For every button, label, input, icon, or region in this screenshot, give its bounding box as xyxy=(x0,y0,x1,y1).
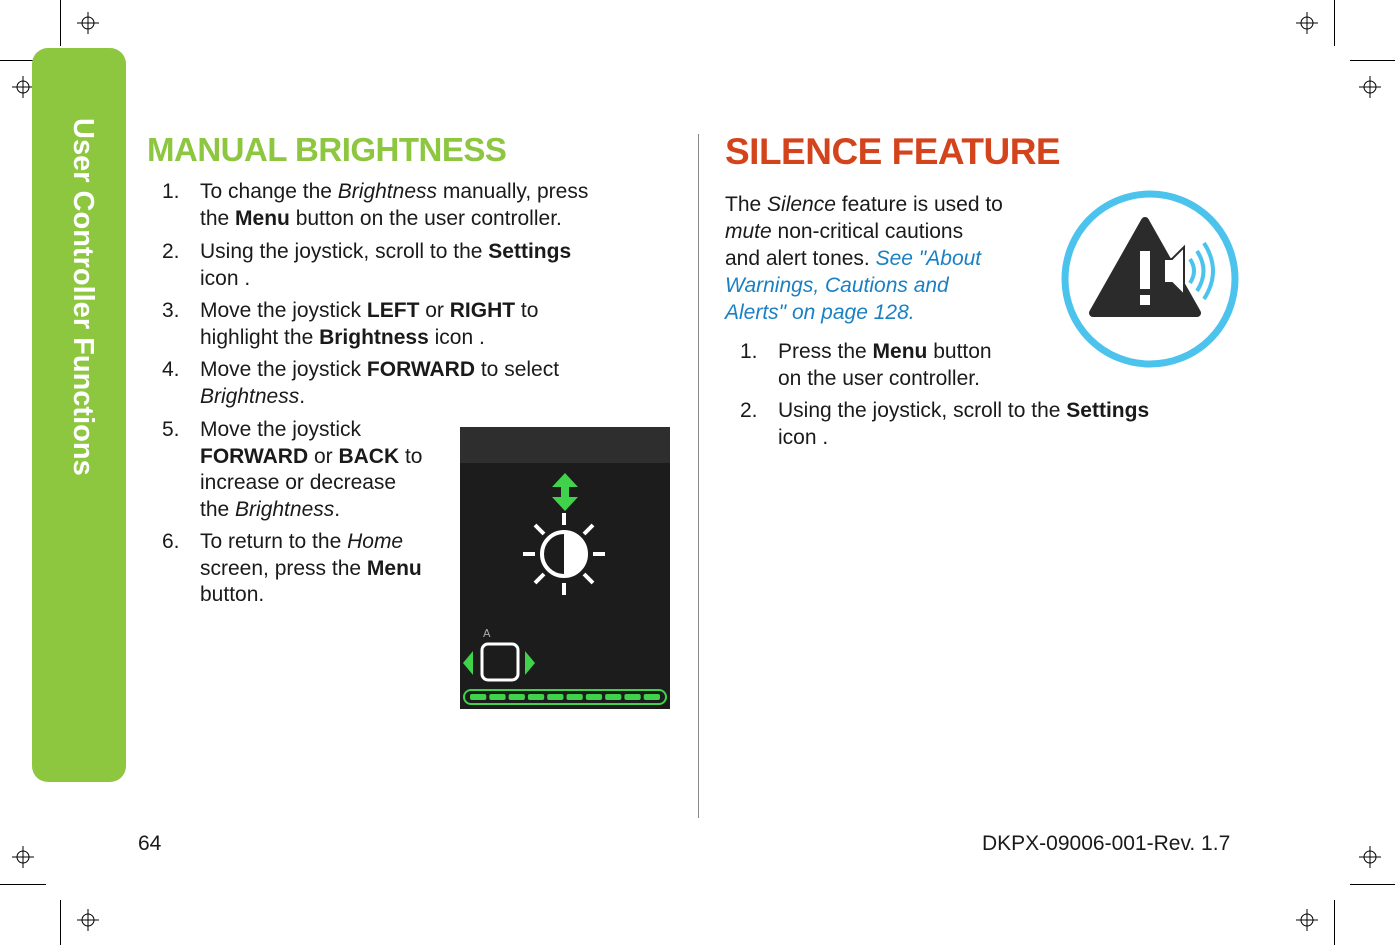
brightness-level-segment xyxy=(586,694,602,700)
step-text: Move the joystick LEFT or RIGHT to highlight the Brightness icon . xyxy=(200,299,539,349)
registration-mark-icon xyxy=(77,12,99,34)
silence-intro-paragraph: The Silence feature is used to mute non-critical cautions and alert tones. See "About Warnings, Cautions and Alerts" on page 128. xyxy=(725,193,1003,324)
step-text: Move the joystick FORWARD to select Brightness. xyxy=(200,358,560,408)
brightness-level-segment xyxy=(489,694,505,700)
registration-mark-icon xyxy=(1296,909,1318,931)
brightness-level-segment xyxy=(547,694,563,700)
registration-mark-icon xyxy=(1296,12,1318,34)
mode-letter: A xyxy=(483,627,491,640)
controller-brightness-screen xyxy=(460,427,670,709)
brightness-level-segment xyxy=(509,694,525,700)
up-down-arrows-icon xyxy=(552,473,578,511)
settings-square-icon xyxy=(482,644,518,680)
step-number: 1. xyxy=(162,180,180,203)
step-number: 1. xyxy=(740,340,758,363)
brightness-screen-graphic xyxy=(460,427,670,709)
silence-feature-heading: SILENCE FEATURE xyxy=(725,131,1061,172)
step-text: Using the joystick, scroll to the Settings icon . xyxy=(200,240,572,290)
brightness-level-segment xyxy=(567,694,583,700)
chapter-side-tab-label: User Controller Functions xyxy=(67,118,99,476)
cross-reference-link[interactable]: See "About Warnings, Cautions and Alerts" on page 128. xyxy=(725,247,982,324)
brightness-level-segment xyxy=(644,694,660,700)
step-text: To return to the Home screen, press the Menu button. xyxy=(200,530,422,606)
left-right-arrows-icon xyxy=(463,651,535,675)
step-text: Using the joystick, scroll to the Settings icon . xyxy=(778,399,1150,449)
brightness-level-segment xyxy=(470,694,486,700)
step-number: 2. xyxy=(740,399,758,422)
brightness-level-segment xyxy=(624,694,640,700)
step-number: 3. xyxy=(162,299,180,322)
registration-mark-icon xyxy=(1359,76,1381,98)
document-id: DKPX-09006-001-Rev. 1.7 xyxy=(982,832,1231,855)
registration-mark-icon xyxy=(77,909,99,931)
step-number: 2. xyxy=(162,240,180,263)
step-number: 5. xyxy=(162,418,180,441)
registration-mark-icon xyxy=(12,76,34,98)
step-number: 6. xyxy=(162,530,180,553)
step-number: 4. xyxy=(162,358,180,381)
silence-alert-icon xyxy=(1060,187,1240,371)
column-divider xyxy=(698,134,699,818)
step-text: Press the Menu button on the user controller. xyxy=(778,340,992,390)
manual-brightness-heading: MANUAL BRIGHTNESS xyxy=(147,131,507,168)
step-text: Move the joystick FORWARD or BACK to increase or decrease the Brightness. xyxy=(200,418,423,521)
step-text: To change the Brightness manually, press the Menu button on the user controller. xyxy=(200,180,589,230)
registration-mark-icon xyxy=(12,846,34,868)
page-number: 64 xyxy=(138,832,162,855)
brightness-level-segment xyxy=(605,694,621,700)
registration-mark-icon xyxy=(1359,846,1381,868)
brightness-level-bar xyxy=(470,694,660,700)
brightness-level-segment xyxy=(528,694,544,700)
